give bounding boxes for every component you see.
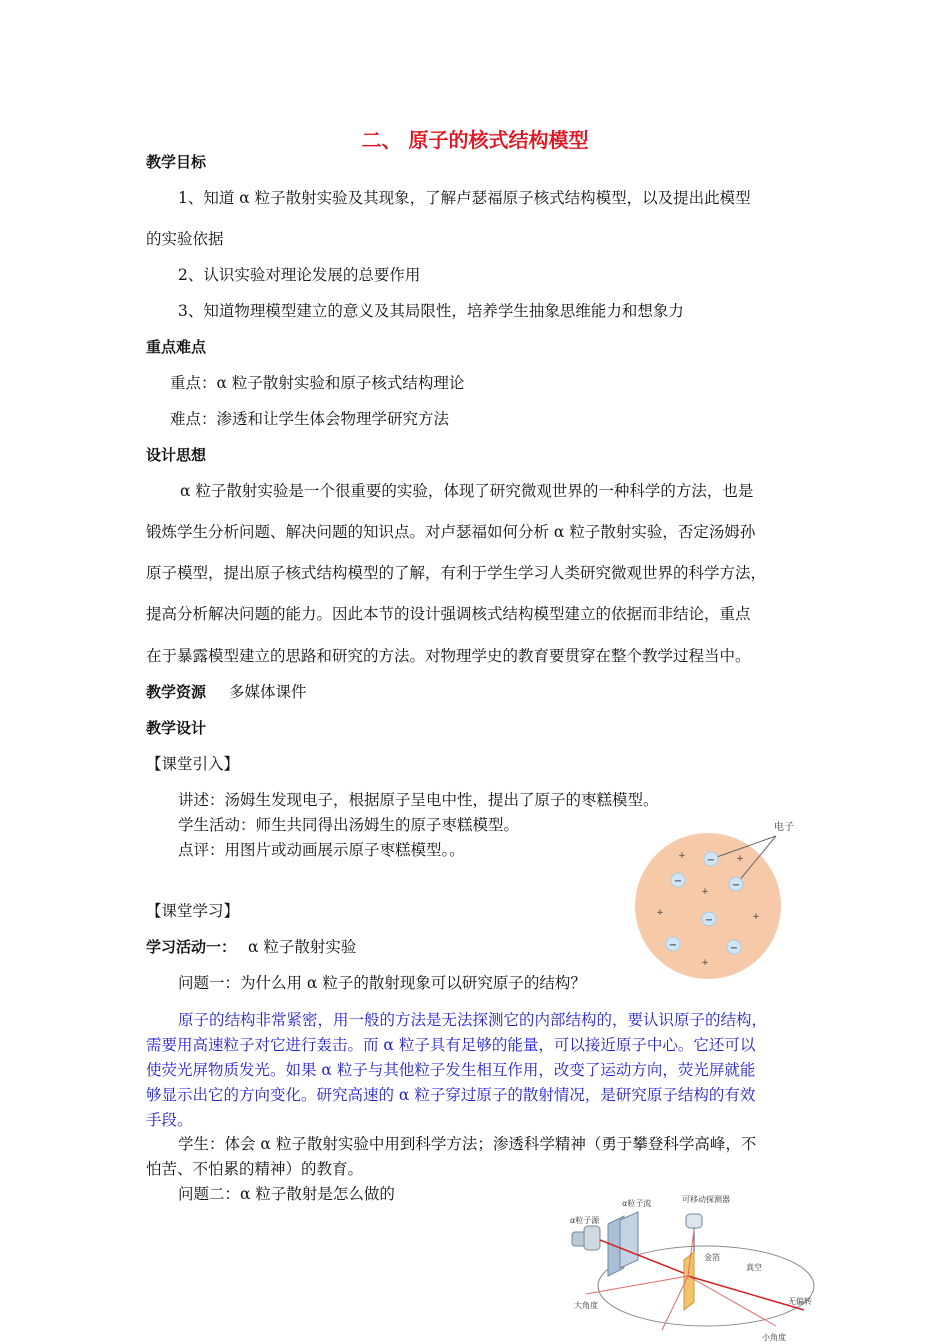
ray-large-angle: [586, 1276, 688, 1294]
ray-no-deflection: [688, 1276, 804, 1310]
vacuum-label: 真空: [746, 1263, 762, 1272]
intro-line: 讲述：汤姆生发现电子，根据原子呈电中性，提出了原子的枣糕模型。: [178, 791, 659, 809]
intro-line: 点评：用图片或动画展示原子枣糕模型。。: [178, 841, 465, 859]
movable-detector: [686, 1214, 702, 1228]
answer-1-line: 使荧光屏物质发光。如果 α 粒子与其他粒子发生相互作用，改变了运动方向，荧光屏就能: [146, 1061, 756, 1079]
minus-sign: −: [673, 876, 683, 887]
resources-value: 多媒体课件: [229, 683, 307, 701]
alpha-source-label: α粒子源: [570, 1216, 600, 1225]
design-heading: 设计思想: [146, 446, 207, 464]
activity-1-title: α 粒子散射实验: [248, 938, 357, 956]
design-line: 在于暴露模型建立的思路和研究的方法。对物理学史的教育要贯穿在整个教学过程当中。: [146, 647, 751, 665]
answer-1-line: 手段。: [146, 1111, 193, 1129]
design-line: α 粒子散射实验是一个很重要的实验，体现了研究微观世界的一种科学的方法，也是: [180, 482, 754, 500]
plum-pudding-model-figure: [626, 816, 816, 986]
large-angle-label: 大角度: [574, 1301, 598, 1310]
teaching-design-heading: 教学设计: [146, 719, 207, 737]
student-line: 学生：体会 α 粒子散射实验中用到科学方法；渗透科学精神（勇于攀登科学高峰，不: [178, 1135, 757, 1153]
objective-1-line-2: 的实验依据: [146, 230, 224, 248]
plus-sign: +: [752, 912, 760, 922]
gold-foil-label: 金箔: [704, 1253, 720, 1262]
intro-heading: 【课堂引入】: [146, 755, 240, 773]
minus-sign: −: [729, 943, 739, 954]
question-2: 问题二：α 粒子散射是怎么做的: [178, 1185, 395, 1203]
scattering-experiment-figure: [566, 1190, 836, 1344]
design-line: 锻炼学生分析问题、解决问题的知识点。对卢瑟福如何分析 α 粒子散射实验，否定汤姆孙: [146, 523, 756, 541]
minus-sign: −: [704, 915, 714, 926]
objective-3: 3、知道物理模型建立的意义及其局限性，培养学生抽象思维能力和想象力: [178, 302, 684, 320]
electron-label: 电子: [774, 822, 794, 833]
objective-1-line-1: 1、知道 α 粒子散射实验及其现象，了解卢瑟福原子核式结构模型，以及提出此模型: [178, 189, 751, 207]
detector-label: 可移动探测器: [682, 1195, 730, 1204]
alpha-beam-label: α粒子流: [622, 1199, 652, 1208]
intro-line: 学生活动：师生共同得出汤姆生的原子枣糕模型。: [178, 816, 520, 834]
collimator-plate: [620, 1212, 638, 1268]
answer-1-line: 够显示出它的方向变化。研究高速的 α 粒子穿过原子的散射情况，是研究原子结构的有效: [146, 1086, 756, 1104]
design-line: 提高分析解决问题的能力。因此本节的设计强调核式结构模型建立的依据而非结论，重点: [146, 605, 751, 623]
objective-2: 2、认识实验对理论发展的总要作用: [178, 266, 421, 284]
alpha-source-body: [584, 1226, 600, 1250]
plus-sign: +: [736, 854, 744, 864]
answer-1-line: 需要用高速粒子对它进行轰击。而 α 粒子具有足够的能量，可以接近原子中心。它还可以: [146, 1036, 756, 1054]
objectives-heading: 教学目标: [146, 153, 207, 171]
ray-small-angle: [688, 1276, 776, 1326]
plus-sign: +: [701, 887, 709, 897]
question-1: 问题一：为什么用 α 粒子的散射现象可以研究原子的结构？: [178, 974, 586, 992]
minus-sign: −: [706, 855, 716, 866]
activity-1-label: 学习活动一：: [146, 938, 237, 956]
minus-sign: −: [668, 940, 678, 951]
study-heading: 【课堂学习】: [146, 902, 240, 920]
minus-sign: −: [731, 880, 741, 891]
plus-sign: +: [656, 908, 664, 918]
design-line: 原子模型，提出原子核式结构模型的了解，有利于学生学习人类研究微观世界的科学方法，: [146, 564, 767, 582]
small-angle-label: 小角度: [762, 1333, 786, 1342]
key-points-heading: 重点难点: [146, 338, 207, 356]
answer-1-line: 原子的结构非常紧密，用一般的方法是无法探测它的内部结构的，要认识原子的结构，: [178, 1011, 768, 1029]
student-line: 怕苦、不怕累的精神）的教育。: [146, 1160, 364, 1178]
resources-heading: 教学资源: [146, 683, 207, 701]
difficult-point: 难点：渗透和让学生体会物理学研究方法: [170, 410, 450, 428]
plus-sign: +: [701, 958, 709, 968]
no-deflection-label: 无偏转: [788, 1297, 812, 1306]
plus-sign: +: [678, 851, 686, 861]
key-point: 重点：α 粒子散射实验和原子核式结构理论: [170, 374, 465, 392]
page-title: 二、 原子的核式结构模型: [361, 128, 589, 152]
